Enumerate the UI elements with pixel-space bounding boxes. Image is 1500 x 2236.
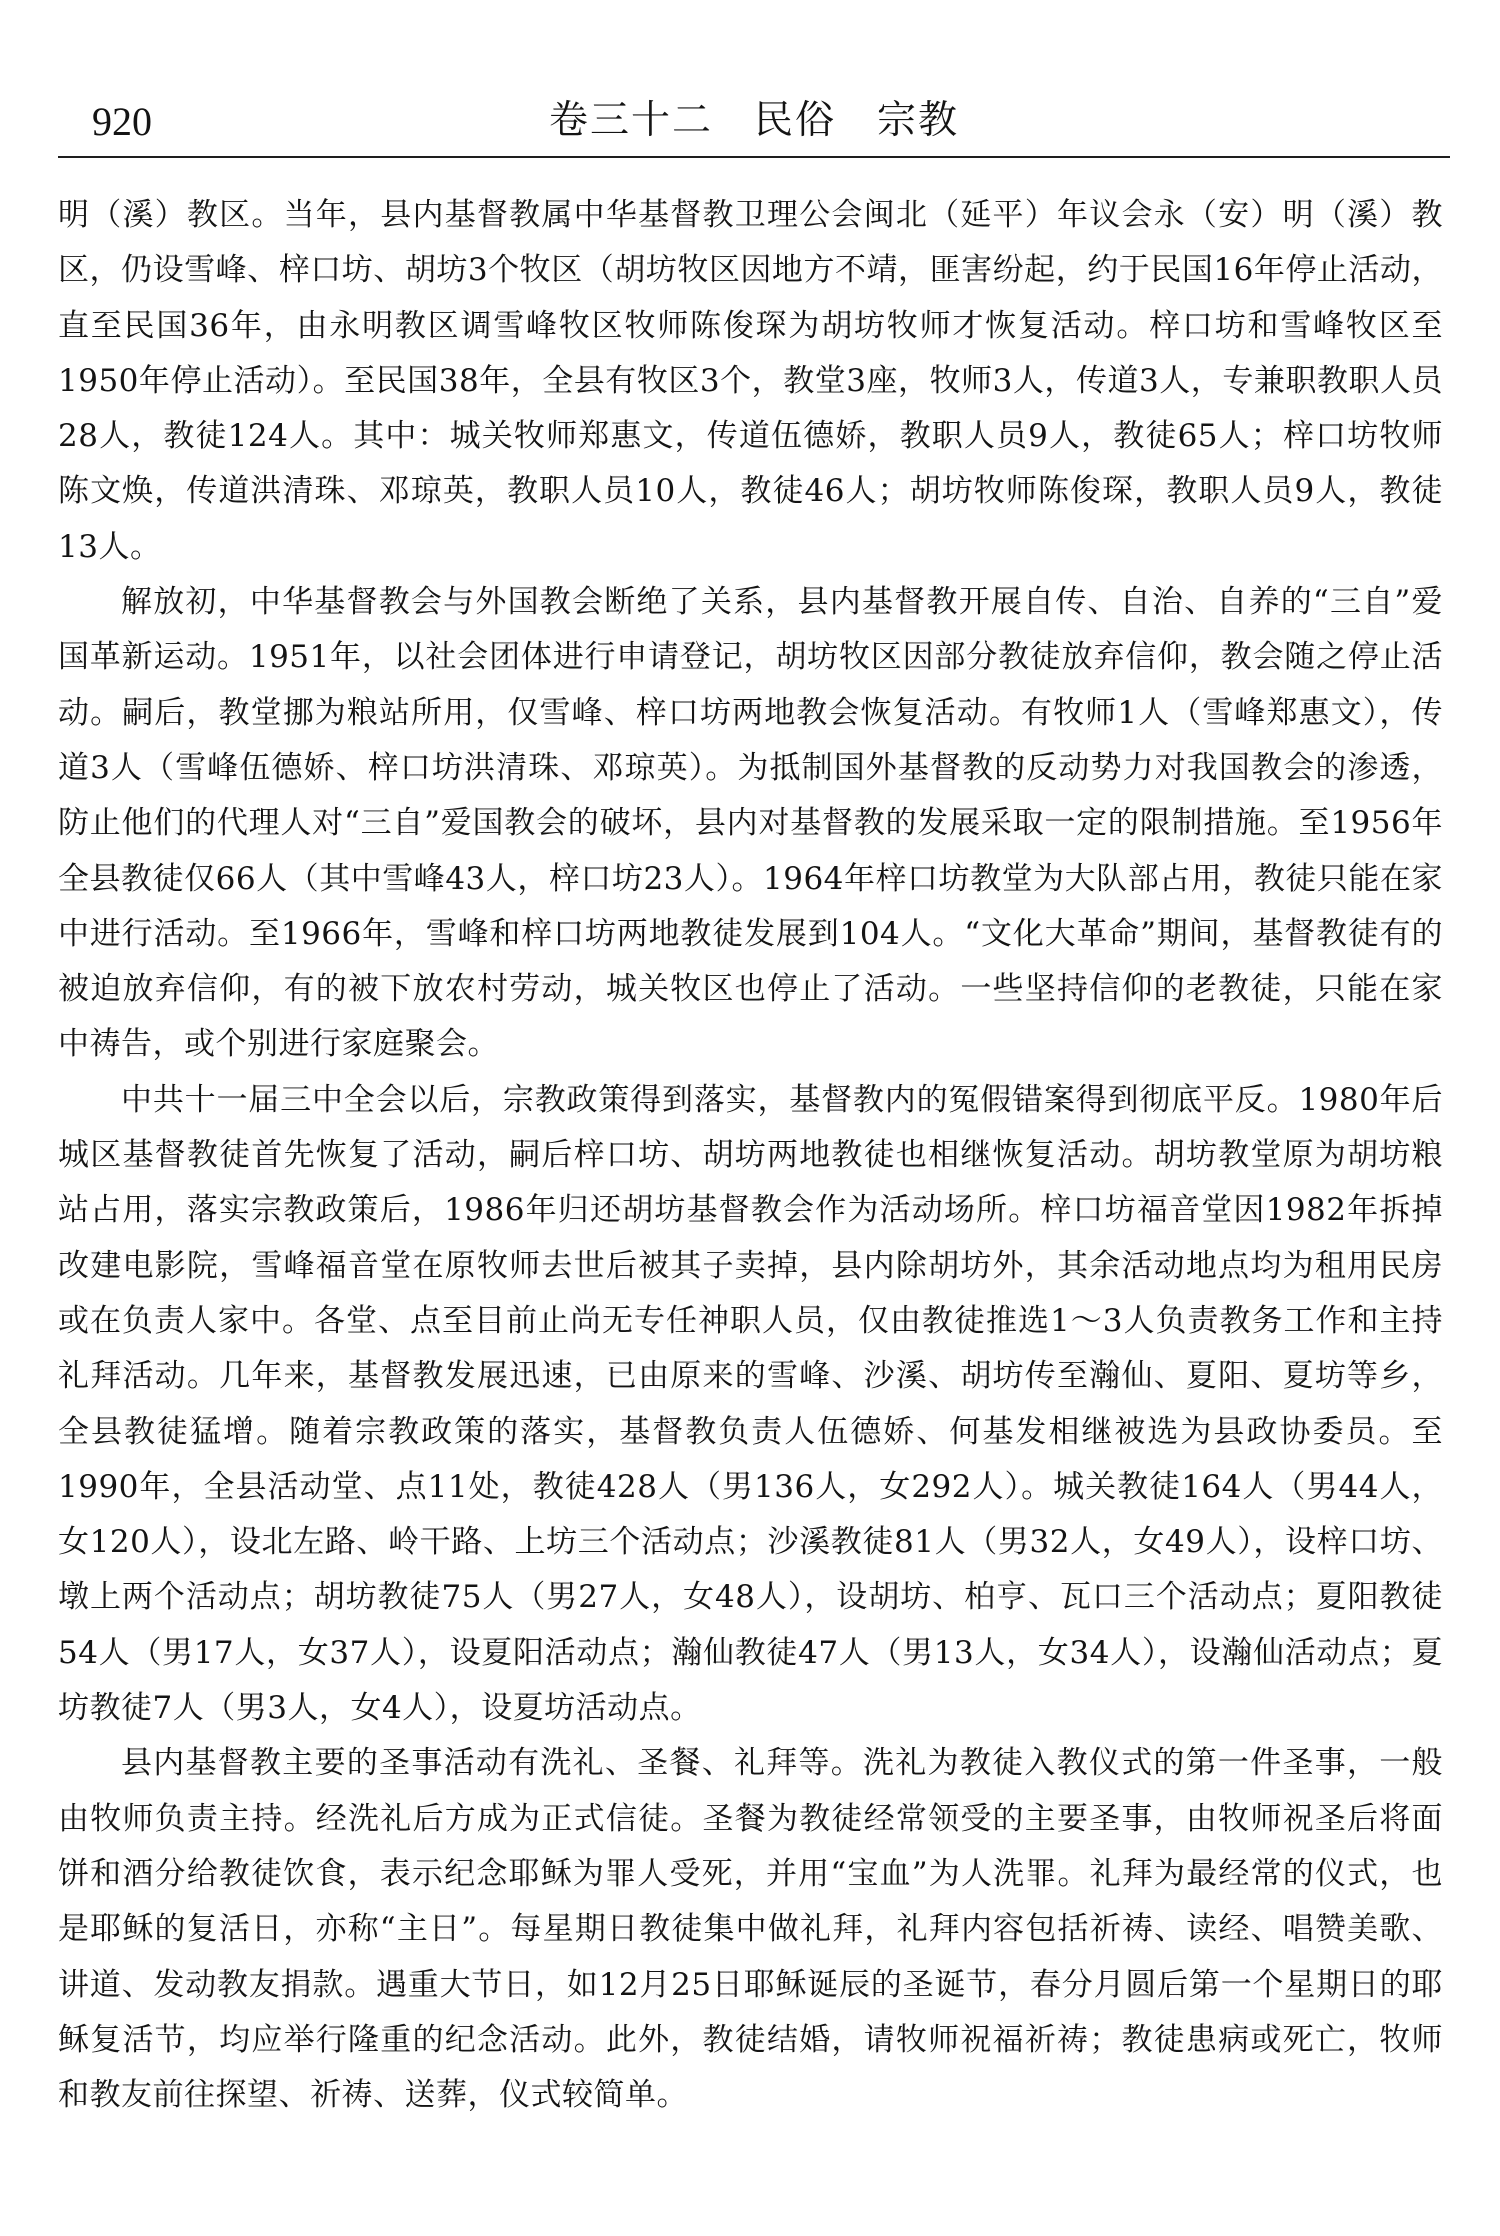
page-number: 920 bbox=[92, 99, 152, 144]
body-text bbox=[58, 188, 1443, 2123]
paragraph: 中共十一届三中全会以后，宗教政策得到落实，基督教内的冤假错案得到彻底平反。1980年后城区基督教徒首先恢复了活动，嗣后梓口坊、胡坊两地教徒也相继恢复活动。胡坊教堂原为胡坊粮站占用，落实宗教政策后，1986年归还胡坊基督教会作为活动场所。梓口坊福音堂因1982年拆掉改建电影院，雪峰福音堂在原牧师去世后被其子卖掉，县内除胡坊外，其余活动地点均为租用民房或在负责人家中。各堂、点至目前止尚无专任神职人员，仅由教徒推选1～3人负责教务工作和主持礼拜活动。几年来，基督教发展迅速，已由原来的雪峰、沙溪、胡坊传至瀚仙、夏阳、夏坊等乡，全县教徒猛增。随着宗教政策的落实，基督教负责人伍德娇、何基发相继被选为县政协委员。至1990年，全县活动堂、点11处，教徒428人（男136人，女292人）。城关教徒164人（男44人，女120人），设北左路、岭干路、上坊三个活动点；沙溪教徒81人（男32人，女49人），设梓口坊、墩上两个活动点；胡坊教徒75人（男27人，女48人），设胡坊、柏亨、瓦口三个活动点；夏阳教徒54人（男17人，女37人），设夏阳活动点；瀚仙教徒47人（男13人，女34人），设瀚仙活动点；夏坊教徒7人（男3人，女4人），设夏坊活动点。 bbox=[58, 1081, 1443, 1727]
page-header bbox=[58, 0, 1450, 157]
running-title: 卷三十二 民俗 宗教 bbox=[548, 98, 959, 143]
paragraph-continued: 明（溪）教区。当年，县内基督教属中华基督教卫理公会闽北（延平）年议会永（安）明（溪）教区，仍设雪峰、梓口坊、胡坊3个牧区（胡坊牧区因地方不靖，匪害纷起，约于民国16年停止活动，直至民国36年，由永明教区调雪峰牧区牧师陈俊琛为胡坊牧师才恢复活动。梓口坊和雪峰牧区至1950年停止活动）。至民国38年，全县有牧区3个，教堂3座，牧师3人，传道3人，专兼职教职人员28人，教徒124人。其中：城关牧师郑惠文，传道伍德娇，教职人员9人，教徒65人；梓口坊牧师陈文焕，传道洪清珠、邓琼英，教职人员10人，教徒46人；胡坊牧师陈俊琛，教职人员9人，教徒13人。 bbox=[58, 197, 1443, 565]
paragraph: 县内基督教主要的圣事活动有洗礼、圣餐、礼拜等。洗礼为教徒入教仪式的第一件圣事，一般由牧师负责主持。经洗礼后方成为正式信徒。圣餐为教徒经常领受的主要圣事，由牧师祝圣后将面饼和酒分给教徒饮食，表示纪念耶稣为罪人受死，并用“宝血”为人洗罪。礼拜为最经常的仪式，也是耶稣的复活日，亦称“主日”。每星期日教徒集中做礼拜，礼拜内容包括祈祷、读经、唱赞美歌、讲道、发动教友捐款。遇重大节日，如12月25日耶稣诞辰的圣诞节，春分月圆后第一个星期日的耶稣复活节，均应举行隆重的纪念活动。此外，教徒结婚，请牧师祝福祈祷；教徒患病或死亡，牧师和教友前往探望、祈祷、送葬，仪式较简单。 bbox=[58, 1745, 1443, 2114]
paragraph: 解放初，中华基督教会与外国教会断绝了关系，县内基督教开展自传、自治、自养的“三自”爱国革新运动。1951年，以社会团体进行申请登记，胡坊牧区因部分教徒放弃信仰，教会随之停止活动。嗣后，教堂挪为粮站所用，仅雪峰、梓口坊两地教会恢复活动。有牧师1人（雪峰郑惠文），传道3人（雪峰伍德娇、梓口坊洪清珠、邓琼英）。为抵制国外基督教的反动势力对我国教会的渗透，防止他们的代理人对“三自”爱国教会的破坏，县内对基督教的发展采取一定的限制措施。至1956年全县教徒仅66人（其中雪峰43人，梓口坊23人）。1964年梓口坊教堂为大队部占用，教徒只能在家中进行活动。至1966年，雪峰和梓口坊两地教徒发展到104人。“文化大革命”期间，基督教徒有的被迫放弃信仰，有的被下放农村劳动，城关牧区也停止了活动。一些坚持信仰的老教徒，只能在家中祷告，或个别进行家庭聚会。 bbox=[58, 584, 1443, 1063]
header-divider bbox=[58, 156, 1450, 158]
